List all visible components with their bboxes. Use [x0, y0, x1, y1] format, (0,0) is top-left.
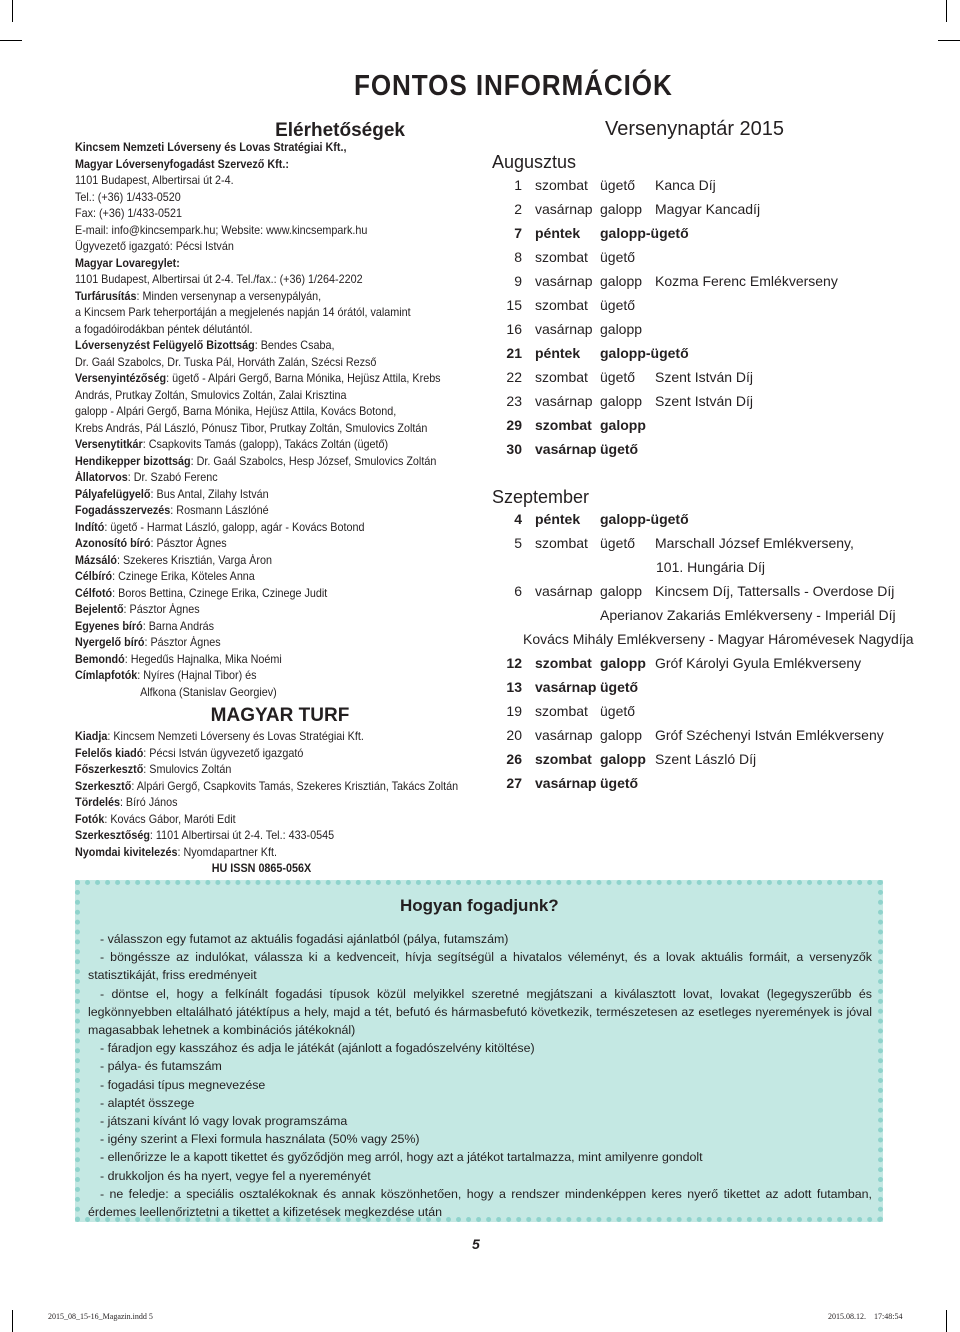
race-weekday: péntek	[535, 511, 581, 527]
race-type: galopp-ügető	[600, 345, 689, 361]
race-type: galopp	[600, 727, 643, 743]
lovaregylet-address: 1101 Budapest, Albertirsai út 2-4. Tel./fax.: (+36) 1/264-2202	[75, 273, 363, 286]
race-weekday: szombat	[535, 535, 588, 551]
howto-item: - döntse el, hogy a felkínált fogadási típusok közül melyikkel szeretné megjátszani a kiválasztott lovat, lovakat (legegyszerűbb és legkönnyebben eltalálható játéktípus a hely, majd a tét, befutó és hármasbefutó következik, természetesen az esetleges nyeremények is jóval magasabbak lehetnek a kombinációs játékoknál)	[88, 986, 872, 1038]
howto-item: - ellenőrizze le a kapott tikettet és győződjön meg arról, hogy azt a játékot tartalmazza, mint amilyenre gondolt	[100, 1150, 703, 1165]
race-type: ügető	[600, 703, 636, 719]
race-type: galopp	[600, 655, 646, 671]
race-type: ügető	[600, 441, 639, 457]
race-event: Szent László Díj	[655, 751, 757, 767]
fk-line: Felelős kiadó: Pécsi István ügyvezető igazgató	[75, 746, 304, 760]
race-event: Kozma Ferenc Emlékverseny	[655, 273, 838, 289]
howto-item: - alaptét összege	[100, 1095, 195, 1110]
race-day: 22	[506, 369, 522, 385]
race-event: Magyar Kancadíj	[655, 201, 761, 217]
fb-line-2: Dr. Gaál Szabolcs, Dr. Tuska Pál, Horváth Zalán, Szécsi Rezső	[75, 355, 377, 369]
crop-mark	[938, 40, 960, 41]
page-number: 5	[472, 1236, 480, 1252]
race-day: 29	[506, 417, 522, 433]
race-day: 7	[514, 225, 522, 241]
race-weekday: szombat	[535, 297, 588, 313]
race-type: ügető	[600, 249, 636, 265]
race-event-continued: Kovács Mihály Emlékverseny - Magyar Háromévesek Nagydíja	[523, 631, 914, 647]
race-day: 6	[514, 583, 522, 599]
race-weekday: szombat	[535, 751, 592, 767]
tord-line: Tördelés: Bíró János	[75, 796, 178, 809]
month-heading: Szeptember	[492, 487, 590, 507]
race-type: ügető	[600, 369, 636, 385]
eb-line: Egyenes bíró: Barna András	[75, 619, 215, 633]
vt-line: Versenytitkár: Csapkovits Tamás (galopp), Takács Zoltán (ügető)	[75, 438, 389, 451]
cl-line-2: Alfkona (Stanislav Georgiev)	[140, 685, 277, 699]
page-title: FONTOS INFORMÁCIÓK	[354, 70, 673, 102]
footer-filename: 2015_08_15-16_Magazin.indd 5	[48, 1312, 153, 1321]
fsz2-line: Főszerkesztő: Smulovics Zoltán	[75, 763, 232, 776]
calendar-title: Versenynaptár 2015	[605, 118, 785, 140]
crop-mark	[12, 0, 13, 22]
race-day: 19	[506, 703, 522, 719]
ceo: Ügyvezető igazgató: Pécsi István	[75, 240, 234, 253]
race-weekday: péntek	[535, 225, 581, 241]
hb-line: Hendikepper bizottság: Dr. Gaál Szabolcs, Hesp József, Smulovics Zoltán	[75, 454, 437, 468]
race-event: Kanca Díj	[655, 177, 716, 193]
race-type: galopp	[600, 273, 643, 289]
race-type: ügető	[600, 535, 636, 551]
address: 1101 Budapest, Albertirsai út 2-4.	[75, 174, 234, 187]
turf-line-2: a Kincsem Park teherportáján a megjelenés napján 14 órától, valamint	[75, 306, 411, 319]
howto-title: Hogyan fogadjunk?	[400, 896, 559, 915]
race-weekday: szombat	[535, 417, 592, 433]
howto-item: - igény szerint a Flexi formula használata (50% vagy 25%)	[100, 1132, 420, 1147]
company-name: Kincsem Nemzeti Lóverseny és Lovas Stratégiai Kft., Magyar Lóversenyfogadást Szervező Kft.:	[75, 141, 347, 171]
race-weekday: szombat	[535, 655, 592, 671]
vi-line-2: András, Prutkay Zoltán, Smulovics Zoltán, Zalai Krisztina	[75, 388, 347, 402]
howto-item: - fáradjon egy kasszához és adja le játékát (ajánlott a fogadószelvény kitöltése)	[100, 1041, 535, 1056]
web-email: E-mail: info@kincsempark.hu; Website: www.kincsempark.hu	[75, 223, 368, 237]
race-event: Gróf Széchenyi István Emlékverseny	[655, 727, 884, 743]
race-type: ügető	[600, 177, 636, 193]
race-day: 15	[506, 297, 522, 313]
race-day: 23	[506, 393, 522, 409]
race-weekday: vasárnap	[535, 393, 593, 409]
crop-mark	[12, 1310, 13, 1332]
race-type: galopp	[600, 393, 643, 409]
race-event-continued: 101. Hungária Díj	[656, 559, 765, 575]
nb-line: Nyergelő bíró: Pásztor Ágnes	[75, 636, 221, 649]
bj-line: Bejelentő: Pásztor Ágnes	[75, 603, 200, 616]
race-type: galopp	[600, 321, 643, 337]
race-day: 1	[514, 177, 522, 193]
turf-line-3: a fogadóirodákban péntek délutántól.	[75, 322, 253, 336]
ny-line: Nyomdai kivitelezés: Nyomdapartner Kft.	[75, 845, 277, 859]
cb-line: Célbíró: Czinege Erika, Köteles Anna	[75, 570, 255, 583]
sz-line: Szerkesztő: Alpári Gergő, Csapkovits Tamás, Szekeres Krisztián, Takács Zoltán	[75, 779, 459, 793]
fsz-line: Fogadásszervezés: Rosmann Lászlóné	[75, 504, 269, 517]
cf-line: Célfotó: Boros Bettina, Czinege Erika, Czinege Judit	[75, 586, 328, 600]
race-weekday: vasárnap	[535, 775, 597, 791]
race-weekday: vasárnap	[535, 441, 597, 457]
race-type: galopp	[600, 201, 643, 217]
imprint-heading: MAGYAR TURF	[210, 705, 350, 726]
mz-line: Mázsáló: Szekeres Krisztián, Varga Áron	[75, 553, 272, 567]
howto-item: - játszani kívánt ló vagy lovak programszáma	[100, 1114, 348, 1129]
race-day: 5	[514, 535, 522, 551]
fot-line: Fotók: Kovács Gábor, Maróti Edit	[75, 812, 236, 826]
race-event: Kincsem Díj, Tattersalls - Overdose Díj	[655, 583, 895, 599]
race-day: 21	[506, 345, 522, 361]
crop-mark	[0, 40, 22, 41]
race-type: ügető	[600, 297, 636, 313]
race-type: ügető	[600, 679, 639, 695]
vi-line-3: galopp - Alpári Gergő, Barna Mónika, Hejüsz Attila, Kovács Botond,	[75, 405, 397, 418]
ind-line: Indító: ügető - Harmat László, galopp, agár - Kovács Botond	[75, 520, 365, 534]
race-weekday: szombat	[535, 249, 588, 265]
lovaregylet-label: Magyar Lovaregylet:	[75, 256, 180, 270]
race-type: galopp	[600, 751, 646, 767]
howto-item: - böngéssze az indulókat, válassza ki a kedvenceit, hívja segítségül a hivatalos véleményt, és a lovak aktuális formáit, a versenyzők statisztikáját, friss eredményeit	[88, 950, 872, 983]
race-weekday: péntek	[535, 345, 581, 361]
race-day: 20	[506, 727, 522, 743]
contacts-heading: Elérhetőségek	[275, 120, 405, 141]
crop-mark	[946, 1310, 947, 1332]
race-day: 30	[506, 441, 522, 457]
footer-timestamp	[828, 1312, 902, 1321]
race-event-continued: Aperianov Zakariás Emlékverseny - Imperiál Díj	[600, 607, 896, 623]
race-type: ügető	[600, 775, 639, 791]
race-day: 16	[506, 321, 522, 337]
race-day: 26	[506, 751, 522, 767]
turf-line: Turfárusítás: Minden versenynap a versenypályán,	[75, 289, 322, 303]
howto-list	[88, 930, 872, 1221]
bm-line: Bemondó: Hegedűs Hajnalka, Mika Noémi	[75, 652, 282, 666]
fb-line: Lóversenyzést Felügyelő Bizottság: Bendes Csaba,	[75, 339, 335, 352]
cl-line: Címlapfotók: Nyíres (Hajnal Tibor) és	[75, 669, 257, 682]
race-event: Gróf Károlyi Gyula Emlékverseny	[655, 655, 862, 671]
vi-line-4: Krebs András, Pál László, Pónusz Tibor, Prutkay Zoltán, Smulovics Zoltán	[75, 421, 428, 435]
race-type: galopp-ügető	[600, 225, 689, 241]
race-weekday: szombat	[535, 703, 588, 719]
race-day: 9	[514, 273, 522, 289]
race-weekday: vasárnap	[535, 273, 593, 289]
race-weekday: vasárnap	[535, 583, 593, 599]
race-weekday: szombat	[535, 369, 588, 385]
month-heading: Augusztus	[492, 152, 577, 172]
howto-item: - válasszon egy futamot az aktuális fogadási ajánlatból (pálya, futamszám)	[100, 932, 509, 946]
race-weekday: vasárnap	[535, 321, 593, 337]
howto-item: - drukkoljon és ha nyert, vegye fel a nyereményét	[100, 1168, 371, 1183]
race-type: galopp-ügető	[600, 511, 689, 527]
crop-mark	[946, 0, 947, 22]
race-event: Szent István Díj	[655, 369, 754, 385]
contacts-column	[75, 120, 485, 878]
race-weekday: szombat	[535, 177, 588, 193]
az-line: Azonosító bíró: Pásztor Ágnes	[75, 537, 227, 550]
race-event: Szent István Díj	[655, 393, 754, 409]
race-day: 13	[506, 679, 522, 695]
szs-line: Szerkesztőség: 1101 Albertirsai út 2-4. Tel.: 433-0545	[75, 829, 335, 842]
race-type: galopp	[600, 583, 643, 599]
race-weekday: vasárnap	[535, 679, 597, 695]
race-weekday: vasárnap	[535, 201, 593, 217]
race-day: 8	[514, 249, 522, 265]
howto-item: - fogadási típus megnevezése	[100, 1077, 266, 1092]
footer-date: 2015.08.12.	[828, 1312, 866, 1321]
race-weekday: vasárnap	[535, 727, 593, 743]
fax: Fax: (+36) 1/433-0521	[75, 207, 182, 220]
footer-time: 17:48:54	[874, 1312, 903, 1321]
kiadja-line: Kiadja: Kincsem Nemzeti Lóverseny és Lovas Stratégiai Kft.	[75, 730, 364, 743]
race-event: Marschall József Emlékverseny,	[655, 535, 854, 551]
howto-item: - ne feledje: a speciális osztalékoknak és annak köszönhetően, hogy a rendszer mindenképpen keres nyerő tikettet az adott futamban, érdemes leellenőriztetni a tikettet a kifizetések megkezdése után	[88, 1186, 872, 1220]
issn: HU ISSN 0865-056X	[211, 862, 312, 875]
race-day: 4	[514, 511, 522, 527]
race-day: 27	[506, 775, 522, 791]
howto-item: - pálya- és futamszám	[100, 1059, 222, 1074]
av-line: Állatorvos: Dr. Szabó Ferenc	[75, 471, 218, 484]
race-day: 2	[514, 201, 522, 217]
race-type: galopp	[600, 417, 646, 433]
pf-line: Pályafelügyelő: Bus Antal, Zilahy István	[75, 487, 269, 501]
vi-line: Versenyintézőség: ügető - Alpári Gergő, Barna Mónika, Hejüsz Attila, Krebs	[75, 372, 441, 385]
tel: Tel.: (+36) 1/433-0520	[75, 190, 181, 204]
race-day: 12	[506, 655, 522, 671]
